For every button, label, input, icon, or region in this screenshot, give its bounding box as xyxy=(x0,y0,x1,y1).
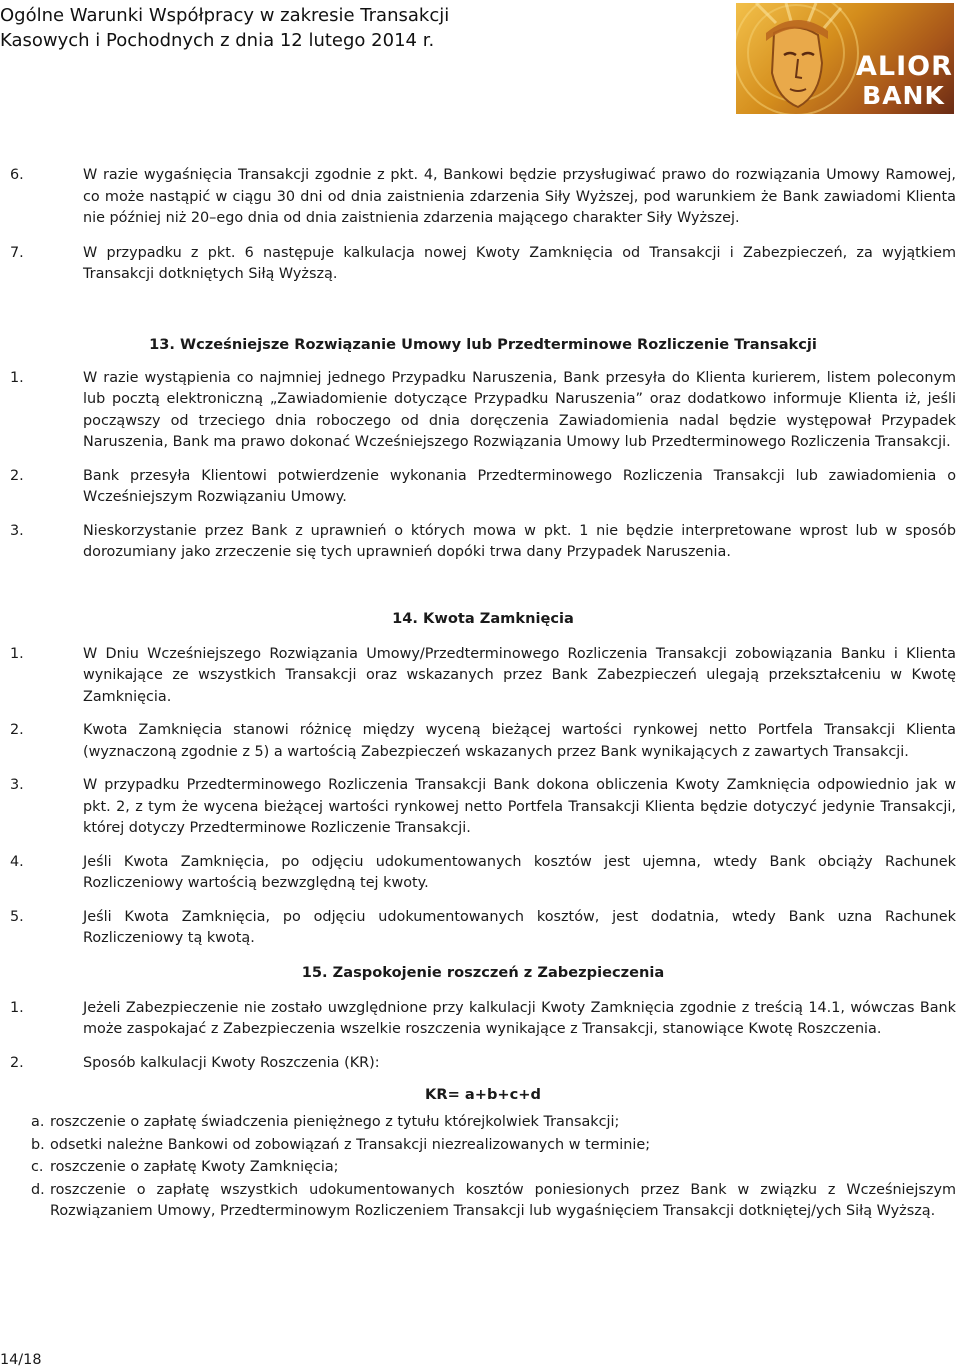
section-14-item-4 xyxy=(10,852,956,895)
paragraph-number: 5. xyxy=(10,908,24,925)
paragraph-number: 2. xyxy=(10,1054,24,1071)
header-title-line-1: Ogólne Warunki Współpracy w zakresie Transakcji xyxy=(0,5,450,26)
paragraph-number: 6. xyxy=(10,167,24,183)
formula-component-a xyxy=(10,1112,956,1134)
component-letter: d. xyxy=(31,1181,45,1198)
section-15-heading xyxy=(10,962,956,984)
component-text: odsetki należne Bankowi od zobowiązań z Transakcji niezrealizowanych w terminie; xyxy=(50,1136,651,1153)
section-13-item-2 xyxy=(10,466,956,509)
section-13-heading xyxy=(10,334,956,356)
component-text: roszczenie o zapłatę Kwoty Zamknięcia; xyxy=(50,1159,339,1175)
paragraph-number: 2. xyxy=(10,722,24,738)
paragraph-number: 3. xyxy=(10,777,24,793)
paragraph-text: W przypadku Przedterminowego Rozliczenia Transakcji Bank dokona obliczenia Kwoty Zamknięcia odpowiednio jak w pkt. 2, z tym że wycena bieżącej wartości rynkowej netto Portfela Transakcji Klienta będzie dotyczyć jedynie Transakcji, której dotyczy Przedterminowe Rozliczenie Transakcji. xyxy=(83,777,956,836)
component-text: roszczenie o zapłatę świadczenia pieniężnego z tytułu którejkolwiek Transakcji; xyxy=(50,1114,620,1130)
logo-text-alior: ALIOR xyxy=(856,51,953,82)
section-13-item-1 xyxy=(10,368,956,454)
header-title-line-2: Kasowych i Pochodnych z dnia 12 lutego 2014 r. xyxy=(0,30,435,51)
paragraph-number: 1. xyxy=(10,369,24,386)
component-letter: a. xyxy=(31,1114,45,1130)
section-14-heading xyxy=(10,608,956,630)
paragraph-number: 2. xyxy=(10,467,24,484)
kr-formula: KR= a+b+c+d xyxy=(425,1086,541,1103)
component-letter: b. xyxy=(31,1136,45,1153)
formula-component-c xyxy=(10,1157,956,1179)
section-14-item-3 xyxy=(10,775,956,840)
document-body xyxy=(10,165,956,1223)
section-14-item-5 xyxy=(10,907,956,950)
section-15-item-1 xyxy=(10,998,956,1041)
paragraph-text: W przypadku z pkt. 6 następuje kalkulacja nowej Kwoty Zamknięcia od Transakcji i Zabezpieczeń, za wyjątkiem Transakcji dotkniętych Siłą Wyższą. xyxy=(83,244,956,282)
paragraph-text: Jeżeli Zabezpieczenie nie zostało uwzględnione przy kalkulacji Kwoty Zamknięcia zgodnie z treścią 14.1, wówczas Bank może zaspokajać z Zabezpieczenia wszelkie roszczenia wynikające z Transakcji, stanowiące Kwotę Roszczenia. xyxy=(83,999,956,1037)
section-title: 15. Zaspokojenie roszczeń z Zabezpieczenia xyxy=(301,963,665,981)
logo-text-bank: BANK xyxy=(862,81,945,110)
alior-bank-logo xyxy=(736,3,954,114)
document-header-title xyxy=(0,3,700,53)
paragraph-text: W razie wystąpienia co najmniej jednego Przypadku Naruszenia, Bank przesyła do Klienta kurierem, listem poleconym lub pocztą elektroniczną „Zawiadomienie dotyczące Przypadku Naruszenia” oraz dodatkowo informuje Klienta iż, jeśli począwszy od trzeciego dnia roboczego od dnia doręczenia Zawiadomienia nadal będzie występował Przypadek Naruszenia, Bank ma prawo dokonać Wcześniejszego Rozwiązania Umowy lub Przedterminowego Rozliczenia Transakcji. xyxy=(83,369,956,450)
paragraph-text: Sposób kalkulacji Kwoty Roszczenia (KR): xyxy=(83,1054,380,1071)
section-title: 13. Wcześniejsze Rozwiązanie Umowy lub Przedterminowe Rozliczenie Transakcji xyxy=(149,335,817,353)
paragraph-text: W Dniu Wcześniejszego Rozwiązania Umowy/Przedterminowego Rozliczenia Transakcji zobowiązania Banku i Klienta wynikające ze wszystkich Transakcji oraz wskazanych przez Bank Zabezpieczeń ulegają przekształceniu w Kwotę Zamknięcia. xyxy=(83,645,956,705)
paragraph-text: W razie wygaśnięcia Transakcji zgodnie z pkt. 4, Bankowi będzie przysługiwać prawo do rozwiązania Umowy Ramowej, co może nastąpić w ciągu 30 dni od dnia zaistnienia zdarzenia Siły Wyższej, pod warunkiem że Bank zawiadomi Klienta nie później niż 20–ego dnia od dnia zaistnienia zdarzenia mającego charakter Siły Wyższej. xyxy=(83,167,956,226)
page-number: 14/18 xyxy=(0,1352,42,1368)
component-text: roszczenie o zapłatę wszystkich udokumentowanych kosztów poniesionych przez Bank w związku z Wcześniejszym Rozwiązaniem Umowy, Przedterminowym Rozliczeniem Transakcji lub wygaśnięciem Transakcji dotkniętej/ych Siłą Wyższą. xyxy=(50,1181,956,1219)
paragraph-text: Jeśli Kwota Zamknięcia, po odjęciu udokumentowanych kosztów jest ujemna, wtedy Bank obciąży Rachunek Rozliczeniowy wartością bezwzględną tej kwoty. xyxy=(83,853,956,891)
paragraph-number: 1. xyxy=(10,999,24,1016)
paragraph-number: 4. xyxy=(10,853,24,870)
section-15-item-2 xyxy=(10,1053,956,1075)
paragraph-number: 1. xyxy=(10,645,24,662)
section-14-item-2 xyxy=(10,720,956,763)
paragraph-number: 3. xyxy=(10,522,24,539)
paragraph-text: Nieskorzystanie przez Bank z uprawnień o których mowa w pkt. 1 nie będzie interpretowane wprost lub w sposób dorozumiany jako zrzeczenie się tych uprawnień dopóki trwa dany Przypadek Naruszenia. xyxy=(83,522,956,560)
component-letter: c. xyxy=(31,1159,44,1175)
paragraph-text: Kwota Zamknięcia stanowi różnicę między wyceną bieżącej wartości rynkowej netto Portfela Transakcji Klienta (wyznaczoną zgodnie z 5) a wartością Zabezpieczeń wskazanych przez Bank wynikających z zawartych Transakcji. xyxy=(83,722,956,760)
paragraph-7 xyxy=(10,243,956,286)
paragraph-text: Bank przesyła Klientowi potwierdzenie wykonania Przedterminowego Rozliczenia Transakcji lub zawiadomienia o Wcześniejszym Rozwiązaniu Umowy. xyxy=(83,467,956,505)
formula-component-d xyxy=(10,1180,956,1223)
formula-component-b xyxy=(10,1135,956,1157)
section-14-item-1 xyxy=(10,644,956,709)
section-13-item-3 xyxy=(10,521,956,564)
section-title: 14. Kwota Zamknięcia xyxy=(392,609,574,627)
paragraph-number: 7. xyxy=(10,244,24,261)
paragraph-6 xyxy=(10,165,956,230)
paragraph-text: Jeśli Kwota Zamknięcia, po odjęciu udokumentowanych kosztów, jest dodatnia, wtedy Bank uzna Rachunek Rozliczeniowy tą kwotą. xyxy=(83,908,956,946)
